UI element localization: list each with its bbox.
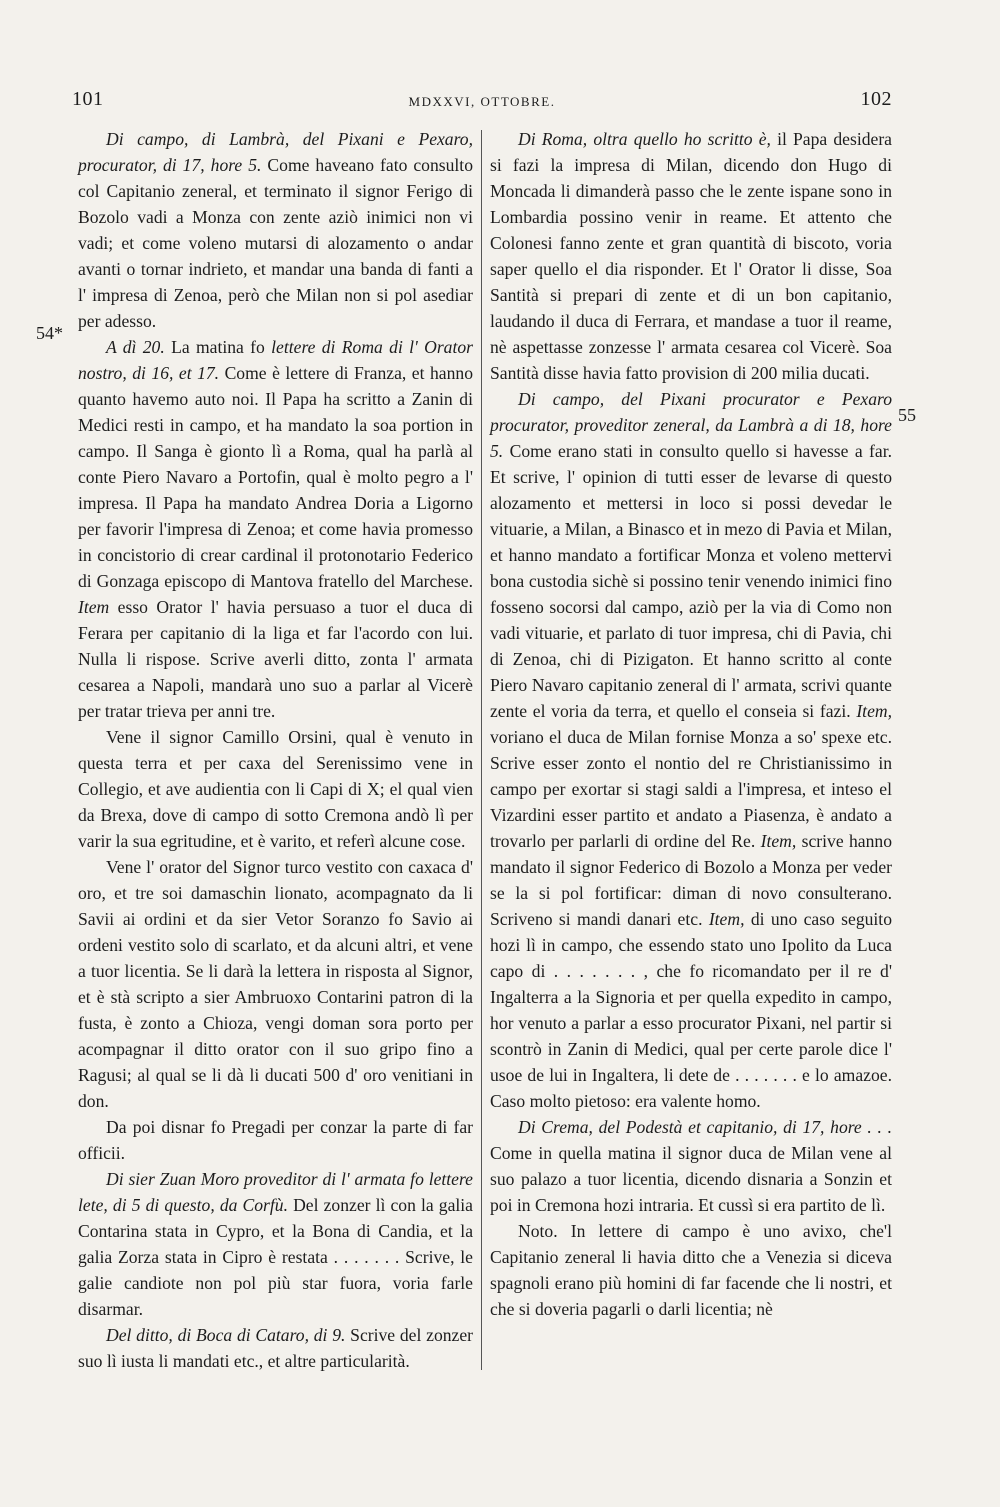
paragraph: Vene il signor Camillo Orsini, qual è venuto in questa terra et per caxa del Serenissimo vene in Collegio, et ave audientia con li Capi di X; el qual vien da Brexa, dove di campo di sotto Cremona andò lì per varir la sua egritudine, et è varito, et referì alcune cose.: [78, 727, 473, 851]
entry-heading: Del ditto, di Boca di Cataro, di 9.: [106, 1325, 346, 1345]
running-title: MDXXVI, OTTOBRE.: [408, 94, 556, 109]
paragraph: [490, 386, 892, 1114]
entry-text: Scrive del zonzer suo lì iusta li mandati etc., et altre particularità.: [78, 1325, 474, 1371]
paragraph: [78, 1322, 473, 1374]
entry-heading: Di sier Zuan Moro proveditor di l' armata fo lettere lete, di 5 di questo, da Corfù.: [78, 1169, 473, 1215]
entry-text: voriano el duca de Milan fornise Monza a so' spexe etc. Scrive esser zonto el nontio del re Christianissimo in campo per exortar si stagi saldi a l'impresa, et inteso el Vizardini esser partito et andato a Piasenza, è andato a trovarlo per parlarli di ordine del Re.: [490, 727, 892, 851]
column-divider: [481, 130, 482, 1370]
page-header: [72, 88, 892, 118]
margin-note-left: 54*: [36, 323, 63, 343]
entry-heading: Di campo, del Pixani procurator e Pexaro procurator, proveditor zeneral, da Lambrà a di 18, hore 5.: [490, 389, 892, 461]
paragraph: Vene l' orator del Signor turco vestito con caxaca d' oro, et tre soi damaschin lionato, acompagnato da li Savii ai ordini et da sier Vetor Soranzo fo Savio ai ordeni vestito solo di scarlato, et da alcuni altri, et vene a tuor licentia. Se li darà la lettera in risposta al Signor, et è stà scripto a sier Ambruoxo Contarini patron di la fusta, è zonto a Chioza, vengi doman sora porto per acompagnar il ditto orator con il suo gripo fino a Ragusi; al qual se li dà li ducati 500 d' oro venitiani in don.: [78, 857, 473, 1111]
paragraph: Noto. In lettere di campo è uno avixo, che'l Capitanio zeneral li havia ditto che a Venezia si diceva spagnoli erano più homini di far facende che li nostri, et che si doveria pagarli o darli licentia; nè: [490, 1221, 892, 1319]
item-marker: Item,: [708, 909, 745, 929]
entry-heading: Di campo, di Lambrà, del Pixani e Pexaro, procurator, di 17, hore 5.: [78, 129, 473, 175]
entry-text: Del zonzer lì con la galia Contarina stata in Cypro, et la Bona di Candia, et la galia Zorza stata in Cipro è restata . . . . . . . Scrive, le galie candiote non pol più star fuora, voria farle disarmar.: [78, 1195, 473, 1319]
entry-text: Come erano stati in consulto quello si havesse a far. Et scrive, l' opinion di tutti esser de levarse di questo alozamento et mettersi in loco si possi devedar le vituarie, a Milan, a Binasco et in mezo di Pavia et Milan, et hanno mandato a fortificar Monza et voleno mettervi bona custodia sichè si possino tenir venendo inimici fino fosseno socorsi dal campo, aziò per la via di Como non vadi vituarie, et parlato di tuor impresa, chi di Pavia, chi di Zenoa, chi di Pizigaton. Et hanno scritto al conte Piero Navaro capitanio zeneral di l' armata, scrivi quante zente el voria da terra, et quello el conseia si fazi.: [490, 441, 892, 721]
right-column: [490, 126, 892, 1322]
entry-text: Come è lettere di Franza, et hanno quanto havemo auto noi. Il Papa ha scritto a Zanin di Medici resti in campo, et ha mandato la soa portion in campo. Il Sanga è gionto lì a Roma, qual ha parlà al conte Piero Navaro a Portofin, qual è molto pegro a l' impresa. Il Papa ha mandato Andrea Doria a Ligorno per favorir l'impresa di Zenoa; et come havia promesso in concistorio di crear cardinal il protonotario Federico di Gonzaga episcopo di Mantova fratello del Marchese.: [78, 363, 473, 591]
entry-text: La matina fo: [164, 337, 272, 357]
entry-heading: lettere di Roma di l' Orator nostro, di 16, et 17.: [78, 337, 474, 383]
entry-heading: A dì 20.: [106, 337, 165, 357]
paragraph: [490, 1114, 892, 1218]
paragraph: [490, 126, 892, 386]
paragraph: [78, 126, 473, 334]
entry-text: il Papa desidera si fazi la impresa di Milan, dicendo don Hugo di Moncada li dimanderà passo che le zente ispane sono in Lombardia possino venir in reame. Et attento che Colonesi fanno zente et gran quantità di biscoto, voria saper quello el dia risponder. Et l' Orator li disse, Soa Santità si prepari di zente et di un bon capitanio, laudando il duca di Ferrara, et mandase a tuor il reame, nè aspettasse zonzesse l' armata cesarea col Vicerè. Soa Santità disse havia fatto provision di 200 milia ducati.: [490, 129, 892, 383]
entry-text: Come in quella matina il signor duca de Milan vene al suo palazo a tuor licentia, dicendo disnaria a Sonzin et poi in Cremona hozi intraria. Et cussì si era partito de lì.: [490, 1143, 892, 1215]
paragraph: [78, 1166, 473, 1322]
page-number-right: 102: [860, 88, 892, 110]
paragraph: [78, 334, 473, 724]
entry-heading: Di Crema, del Podestà et capitanio, di 17, hore . . .: [518, 1117, 892, 1137]
item-marker: Item,: [856, 701, 892, 721]
paragraph: Da poi disnar fo Pregadi per conzar la parte di far officii.: [78, 1117, 473, 1163]
left-column: [78, 126, 473, 1374]
entry-text: scrive hanno mandato il signor Federico di Bozolo a Monza per veder se la si pol fortificar: diman di novo consulterano. Scriveno si mandi danari etc.: [490, 831, 893, 929]
item-marker: Item,: [760, 831, 797, 851]
entry-text: Come haveano fato consulto col Capitanio zeneral, et terminato il signor Ferigo di Bozolo vadi a Monza con zente aziò inimici non vi vadi; et come voleno mutarsi di alozamento o andar avanti o tornar indrieto, et mandar una banda di fanti a l' impresa di Zenoa, però che Milan non si pol asediar per adesso.: [78, 155, 473, 331]
item-marker: Item: [78, 597, 110, 617]
entry-text: di uno caso seguito hozi lì in campo, che essendo stato uno Ipolito da Luca capo di . . . . . . . , che fo ricomandato per il re d' Ingalterra a la Signoria et per quella expedito in campo, hor venuto a parlar a esso procurator Pixani, nel partir si scontrò in Zanin di Medici, qual per certe parole dice l' usoe de lui in Ingaltera, li dete de . . . . . . . e lo amazoe. Caso molto pietoso: era valente homo.: [490, 909, 892, 1111]
margin-note-right: 55: [898, 405, 916, 425]
page-number-left: 101: [72, 88, 104, 110]
entry-text: esso Orator l' havia persuaso a tuor el duca di Ferara per capitanio di la liga et far l'acordo con lui. Nulla li rispose. Scrive averli ditto, zonta l' armata cesarea a Napoli, mandarà uno suo a parlar al Vicerè per tratar trieva per anni tre.: [78, 597, 473, 721]
entry-heading: Di Roma, oltra quello ho scritto è,: [518, 129, 771, 149]
